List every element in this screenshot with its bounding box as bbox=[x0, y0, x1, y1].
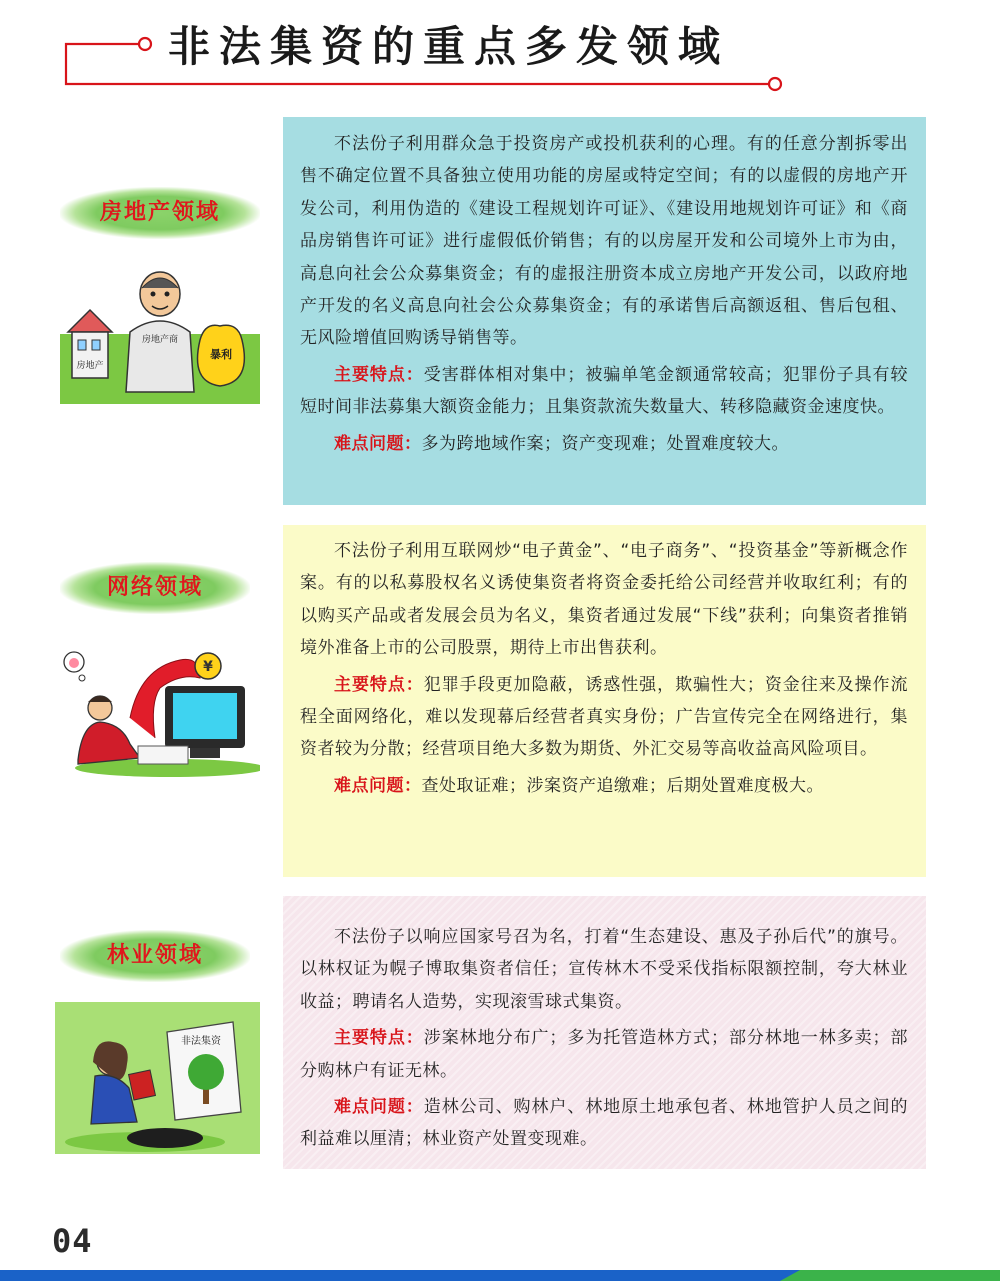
features-text: 受害群体相对集中；被骗单笔金额通常较高；犯罪份子具有较短时间非法募集大额资金能力；且集资款流失数量大、转移隐藏资金速度快。 bbox=[300, 364, 909, 418]
features-label: 主要特点： bbox=[334, 1028, 424, 1049]
features-text: 犯罪手段更加隐蔽，诱惑性强，欺骗性大；资金往来及操作流程全面网络化，难以发现幕后经营者真实身份；广告宣传完全在网络进行，集资者较为分散；经营项目绝大多数为期货、外汇交易等高收益高风险项目。 bbox=[300, 674, 909, 760]
section-tag-internet: 网络领域 bbox=[60, 562, 250, 614]
section-tag-forestry: 林业领域 bbox=[60, 930, 250, 982]
forestry-poster-illustration bbox=[55, 1002, 260, 1154]
difficulties-label: 难点问题： bbox=[334, 1097, 424, 1118]
difficulties-paragraph bbox=[300, 770, 908, 802]
internet-computer-illustration bbox=[60, 648, 260, 778]
features-label: 主要特点： bbox=[334, 674, 424, 695]
difficulties-label: 难点问题： bbox=[334, 775, 422, 796]
features-paragraph bbox=[300, 359, 908, 424]
section-intro: 不法份子以响应国家号召为名，打着“生态建设、惠及子孙后代”的旗号。以林权证为幌子博取集资者信任；宣传林木不受采伐指标限额控制，夸大林业收益；聘请名人造势，实现滚雪球式集资。 bbox=[300, 927, 908, 1012]
features-paragraph bbox=[300, 1022, 908, 1087]
difficulties-text: 查处取证难；涉案资产追缴难；后期处置难度极大。 bbox=[421, 775, 824, 796]
section-tag-real-estate: 房地产领域 bbox=[60, 187, 260, 239]
real-estate-developer-illustration bbox=[60, 262, 260, 404]
sign-body-text: 房地产商 bbox=[141, 335, 179, 345]
difficulties-text: 多为跨地域作案；资产变现难；处置难度较大。 bbox=[421, 433, 789, 454]
sign-left-text: 房地产 bbox=[76, 361, 104, 371]
difficulties-label: 难点问题： bbox=[334, 433, 422, 454]
difficulties-paragraph bbox=[300, 428, 908, 460]
difficulties-paragraph bbox=[300, 1091, 908, 1156]
section-text-forestry bbox=[300, 921, 908, 1156]
page-number: 04 bbox=[52, 1222, 93, 1260]
features-label: 主要特点： bbox=[334, 364, 424, 385]
section-text-internet bbox=[300, 535, 908, 802]
poster-text: 非法集资 bbox=[181, 1036, 221, 1047]
section-intro: 不法份子利用互联网炒“电子黄金”、“电子商务”、“投资基金”等新概念作案。有的以私募股权名义诱使集资者将资金委托给公司经营并收取红利；有的以购买产品或者发展会员为名义，集资者通过发展“下线”获利；向集资者推销境外准备上市的公司股票，期待上市出售获利。 bbox=[300, 541, 908, 659]
bottom-color-bar bbox=[0, 1270, 1000, 1281]
section-text-real-estate bbox=[300, 128, 908, 460]
difficulties-text: 造林公司、购林户、林地原土地承包者、林地管护人员之间的利益难以厘清；林业资产处置变现难。 bbox=[300, 1097, 909, 1150]
section-intro: 不法份子利用群众急于投资房产或投机获利的心理。有的任意分割拆零出售不确定位置不具备独立使用功能的房屋或特定空间；有的以虚假的房地产开发公司，利用伪造的《建设工程规划许可证》、《建设用地规划许可证》和《商品房销售许可证》进行虚假低价销售；有的以房屋开发和公司境外上市为由，高息向社会公众募集资金；有的虚报注册资本成立房地产开发公司，以政府地产开发的名义高息向社会公众募集资金；有的承诺售后高额返租、售后包租、无风险增值回购诱导销售等。 bbox=[300, 134, 908, 349]
page-title: 非法集资的重点多发领域 bbox=[168, 22, 730, 71]
coin-symbol: ¥ bbox=[203, 659, 213, 675]
features-text: 涉案林地分布广；多为托管造林方式；部分林地一林多卖；部分购林户有证无林。 bbox=[300, 1028, 909, 1081]
money-bag-text: 暴利 bbox=[210, 348, 232, 361]
features-paragraph bbox=[300, 669, 908, 766]
